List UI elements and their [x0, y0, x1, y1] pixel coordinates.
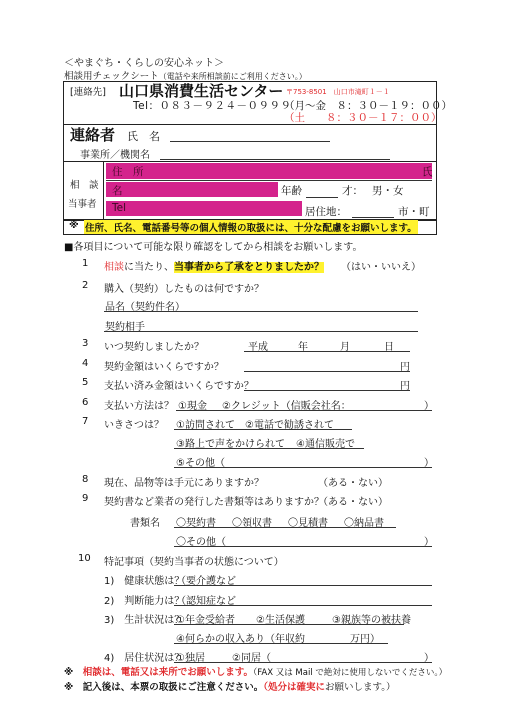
contact-label: [連絡先]: [70, 87, 106, 98]
q9-line-2[interactable]: [174, 545, 432, 547]
instructions: ■各項目について可能な限り確認をしてから相談をお願いします。: [64, 242, 363, 253]
q9-contract-option[interactable]: 〇契約書: [176, 518, 216, 529]
contact-person-name-label: 氏 名: [127, 130, 160, 143]
footer-end-2: お願いします。）: [325, 682, 396, 693]
subtitle-note: （電話や来所相談前にご利用ください。）: [158, 72, 307, 81]
q3-num: 3: [82, 338, 89, 349]
q10-judgment-label: 2) 判断能力は？: [104, 596, 185, 607]
q9-estimate-option[interactable]: 〇見積書: [288, 518, 328, 529]
q5-amount-line[interactable]: [244, 389, 410, 391]
q3-month: 月: [340, 342, 350, 353]
q9-text: 契約書など業者の発行した書類等はありますか？: [104, 497, 324, 508]
q6-text: 支払い方法は？: [104, 401, 174, 412]
q10-dependent-option[interactable]: ③親族等の被扶養: [332, 615, 411, 626]
center-address: 〒753-8501 山口市滝町１－１: [286, 88, 390, 96]
party-side-label-2: 当事者: [68, 199, 97, 210]
address-suffix: 氏: [422, 166, 433, 178]
q6-line: [176, 409, 432, 411]
contact-person-heading: 連絡者: [70, 126, 116, 144]
party-tel-label: Tel: [112, 202, 127, 214]
q6-credit-option[interactable]: ②クレジット（信販会社名：: [222, 401, 351, 412]
contact-person-name-line[interactable]: [170, 140, 330, 142]
q10-livelihood-label: 3) 生計状況は？: [104, 615, 185, 626]
q1-pre: 相談: [104, 262, 124, 273]
footer-mark-1: ※: [64, 667, 74, 678]
q10-income-option[interactable]: ④何らかの収入あり（年収約: [176, 634, 305, 645]
q3-day: 日: [384, 342, 394, 353]
center-tel: Tel：０８３－９２４－０９９９: [133, 100, 292, 112]
q4-amount-line[interactable]: [244, 370, 410, 372]
q9-delivery-option[interactable]: 〇納品書: [344, 518, 384, 529]
footer-black-1: （FAX 又は Mail で絶対に使用しないでください。）: [253, 668, 448, 678]
age-line[interactable]: [306, 196, 338, 198]
q6-close: ）: [424, 401, 434, 412]
q7-visit-option[interactable]: ①訪問されて: [176, 420, 235, 431]
q3-date-line[interactable]: [244, 350, 410, 352]
q10-health-value: （要介護など: [176, 576, 236, 587]
q2-product-line[interactable]: [104, 310, 418, 312]
notice-mark: ※: [69, 220, 79, 231]
q7-street-option[interactable]: ③路上で声をかけられて: [176, 439, 285, 450]
hours-saturday: （土 ８：３０－１７：００）: [284, 112, 442, 124]
q5-num: 5: [82, 377, 89, 388]
age-label: 年齢: [281, 185, 302, 197]
party-name-label: 名: [112, 185, 123, 197]
q6-num: 6: [82, 397, 89, 408]
q7-line-1: [174, 428, 352, 430]
hours-weekday: （月～金 ８：３０－１９：００）: [284, 100, 452, 112]
q2-counterparty-line[interactable]: [104, 330, 418, 332]
q1-mid: に当たり、: [124, 262, 174, 273]
center-name: 山口県消費生活センター: [119, 82, 284, 100]
sheet-title: ＜やまぐち・くらしの安心ネット＞: [64, 58, 224, 69]
q10-text: 特記事項（契約当事者の状態について）: [104, 557, 284, 568]
address-label: 住 所: [112, 166, 144, 178]
q10-income-unit: 万円）: [350, 634, 380, 645]
q10-pension-option[interactable]: ①年金受給者: [176, 615, 235, 626]
q9-receipt-option[interactable]: 〇領収書: [232, 518, 272, 529]
q1-text: [104, 258, 324, 273]
q7-text: いきさつは？: [104, 420, 164, 431]
q10-residence-label: 4) 居住状況は？: [104, 653, 185, 664]
footer-red-1: 相談は、電話又は来所でお願いします。: [82, 667, 254, 678]
q9-line-1: [174, 526, 396, 528]
q9-num: 9: [82, 493, 89, 504]
q4-num: 4: [82, 358, 89, 369]
q7-num: 7: [82, 416, 89, 427]
tel-highlight: [106, 201, 302, 216]
office-line[interactable]: [160, 158, 390, 160]
q4-unit: 円: [400, 362, 410, 373]
q9-close: ）: [424, 537, 434, 548]
subtitle-main: 相談用チェックシート: [64, 71, 159, 82]
footer-black-2: 記入後は、本票の取扱にご注意ください。: [82, 682, 264, 693]
q3-year: 年: [298, 342, 308, 353]
q10-cohabit-option[interactable]: ②同居（: [232, 653, 271, 664]
q2-counterparty-label: 契約相手: [105, 322, 145, 333]
address-line[interactable]: [106, 179, 432, 181]
q10-health-label: 1) 健康状態は？: [104, 576, 185, 587]
q1-answer[interactable]: （はい・いいえ）: [341, 262, 421, 273]
q1-highlight: 当事者から了承をとりましたか？: [174, 262, 324, 273]
q1-num: 1: [82, 258, 89, 269]
q10-welfare-option[interactable]: ②生活保護: [256, 615, 305, 626]
party-side-label-1: 相 談: [70, 180, 99, 191]
q8-text: 現在、品物等は手元にありますか？: [104, 478, 264, 489]
q10-livelihood-line-2[interactable]: [174, 642, 388, 644]
q3-text: いつ契約しましたか？: [104, 342, 204, 353]
q10-health-line[interactable]: [174, 584, 432, 586]
q10-residence-line[interactable]: [174, 661, 432, 663]
office-label: 事業所／機関名: [80, 150, 150, 161]
party-divider: [103, 161, 104, 219]
q5-text: 支払い済み金額はいくらですか？: [104, 381, 254, 392]
q7-close: ）: [424, 458, 434, 469]
q9-other-option[interactable]: 〇その他（: [176, 537, 226, 548]
q9-doc-label: 書類名: [130, 518, 160, 529]
q10-judgment-line[interactable]: [174, 604, 432, 606]
footer-mark-2: ※: [64, 682, 74, 693]
notice-text: 住所、氏名、電話番号等の個人情報の取扱には、十分な配慮をお願いします。: [84, 220, 418, 234]
q10-judgment-value: （認知症など: [176, 596, 236, 607]
age-unit: 才：: [342, 185, 363, 197]
q10-livelihood-line-1: [174, 623, 404, 625]
q8-num: 8: [82, 474, 89, 485]
q5-unit: 円: [400, 381, 410, 392]
footer-line-2: [64, 679, 396, 693]
footer-line-1: [64, 664, 447, 678]
residence-unit: 市・町: [398, 206, 430, 218]
q10-num: 10: [78, 553, 91, 564]
q2-num: 2: [82, 280, 89, 291]
q10-alone-option[interactable]: ①独居: [176, 653, 205, 664]
residence-line[interactable]: [352, 216, 394, 218]
q4-text: 契約金額はいくらですか？: [104, 362, 224, 373]
gender-options[interactable]: 男・女: [372, 185, 404, 197]
q7-mailorder-option[interactable]: ④通信販売で: [296, 439, 355, 450]
q9-answer[interactable]: （ある・ない）: [318, 497, 388, 508]
q3-era: 平成: [248, 342, 268, 353]
q7-line-3[interactable]: [174, 466, 432, 468]
footer-red-2: （処分は確実に: [263, 682, 326, 693]
q7-phone-option[interactable]: ②電話で勧誘されて: [245, 420, 334, 431]
residence-label: 居住地：: [305, 206, 347, 218]
q2-text: 購入（契約）したものは何ですか？: [104, 284, 264, 295]
q10-close: ）: [424, 653, 434, 664]
q7-line-2: [174, 447, 364, 449]
q6-cash-option[interactable]: ①現金: [178, 401, 207, 412]
address-highlight: [106, 163, 432, 179]
q8-answer[interactable]: （ある・ない）: [318, 478, 388, 489]
name-highlight: [106, 182, 278, 197]
q7-other-option[interactable]: ⑤その他（: [176, 458, 225, 469]
q2-product-label: 品名（契約件名）: [105, 302, 185, 313]
